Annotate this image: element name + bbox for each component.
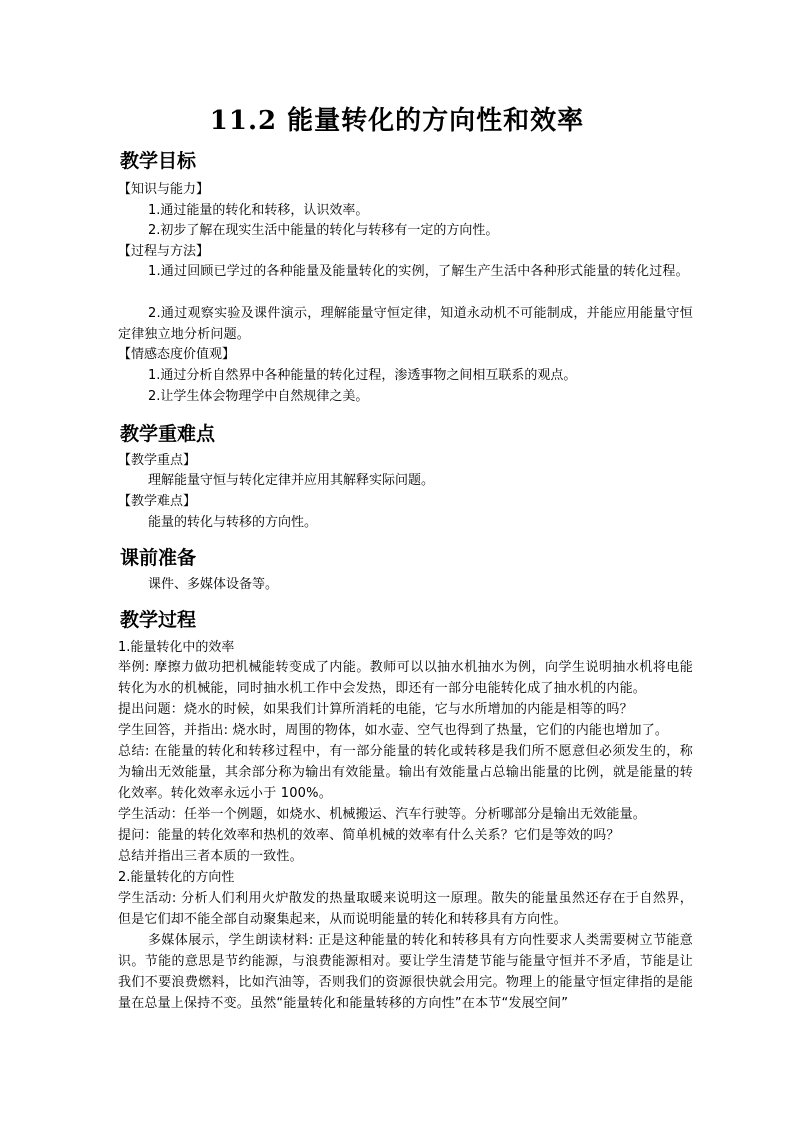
paragraph-answer: 学生回答，并指出: 烧水时，周围的物体，如水壶、空气也得到了热量，它们的内能也增加了。: [118, 723, 669, 738]
paragraph-activity: 学生活动：任举一个例题，如烧水、机械搬运、汽车行驶等。分析哪部分是输出无效能量。: [118, 807, 647, 822]
paragraph-conclusion: 总结并指出三者本质的一致性。: [118, 849, 303, 864]
label-process: 【过程与方法】: [118, 244, 210, 259]
paragraph-activity-2: 学生活动: 分析人们利用火炉散发的热量取暖来说明这一原理。散失的能量虽然还存在于自然界，但是它们却不能全部自动聚集起来，从而说明能量的转化和转移具有方向性。: [118, 891, 693, 927]
knowledge-item-2: 2.初步了解在现实生活中能量的转化与转移有一定的方向性。: [148, 223, 499, 238]
difficulty-text: 能量的转化与转移的方向性。: [148, 515, 318, 530]
part1-title: 1.能量转化中的效率: [118, 640, 235, 655]
part2-title: 2.能量转化的方向性: [118, 870, 235, 885]
attitude-item-2: 2.让学生体会物理学中自然规律之美。: [148, 389, 369, 404]
knowledge-item-1: 1.通过能量的转化和转移，认识效率。: [148, 203, 369, 218]
paragraph-question: 提出问题：烧水的时候，如果我们计算所消耗的电能，它与水所增加的内能是相等的吗？: [118, 702, 633, 717]
paragraph-media: 多媒体展示，学生朗读材料: 正是这种能量的转化和转移具有方向性要求人类需要树立节能意识。节能的意思是节约能源，与浪费能源相对。要让学生清楚节能与能量守恒并不矛盾，节能是让我们不要浪费燃料，比如汽油等，否则我们的资源很快就会用完。物理上的能量守恒定律指的是能量在总量上保持不变。虽然“能量转化和能量转移的方向性”在本节“发展空间”: [118, 933, 693, 1011]
label-difficulty: 【教学难点】: [118, 494, 197, 509]
page-title: 11.2 能量转化的方向性和效率: [209, 106, 585, 136]
focus-text: 理解能量守恒与转化定律并应用其解释实际问题。: [148, 473, 435, 488]
heading-goals: 教学目标: [120, 150, 197, 172]
attitude-item-1: 1.通过分析自然界中各种能量的转化过程，渗透事物之间相互联系的观点。: [148, 368, 577, 383]
heading-process: 教学过程: [120, 609, 197, 631]
process-item-1: 1.通过回顾已学过的各种能量及能量转化的实例，了解生产生活中各种形式能量的转化过程。: [148, 264, 689, 279]
prep-text: 课件、多媒体设备等。: [148, 577, 279, 592]
label-knowledge: 【知识与能力】: [118, 182, 210, 197]
process-item-2: 2.通过观察实验及课件演示，理解能量守恒定律，知道永动机不可能制成，并能应用能量守恒定律独立地分析问题。: [118, 306, 693, 342]
heading-key-points: 教学重难点: [120, 423, 216, 445]
label-focus: 【教学重点】: [118, 453, 197, 468]
paragraph-ask: 提问：能量的转化效率和热机的效率、简单机械的效率有什么关系？它们是等效的吗？: [118, 828, 620, 843]
label-attitude: 【情感态度价值观】: [118, 347, 236, 362]
heading-prep: 课前准备: [120, 547, 197, 569]
paragraph-example: 举例: 摩擦力做功把机械能转变成了内能。教师可以以抽水机抽水为例，向学生说明抽水机将电能转化为水的机械能，同时抽水机工作中会发热，即还有一部分电能转化成了抽水机的内能。: [118, 660, 693, 696]
paragraph-summary: 总结: 在能量的转化和转移过程中，有一部分能量的转化或转移是我们所不愿意但必须发生的，称为输出无效能量，其余部分称为输出有效能量。输出有效能量占总输出能量的比例，就是能量的转化效率。转化效率永远小于 100%。: [118, 744, 693, 801]
